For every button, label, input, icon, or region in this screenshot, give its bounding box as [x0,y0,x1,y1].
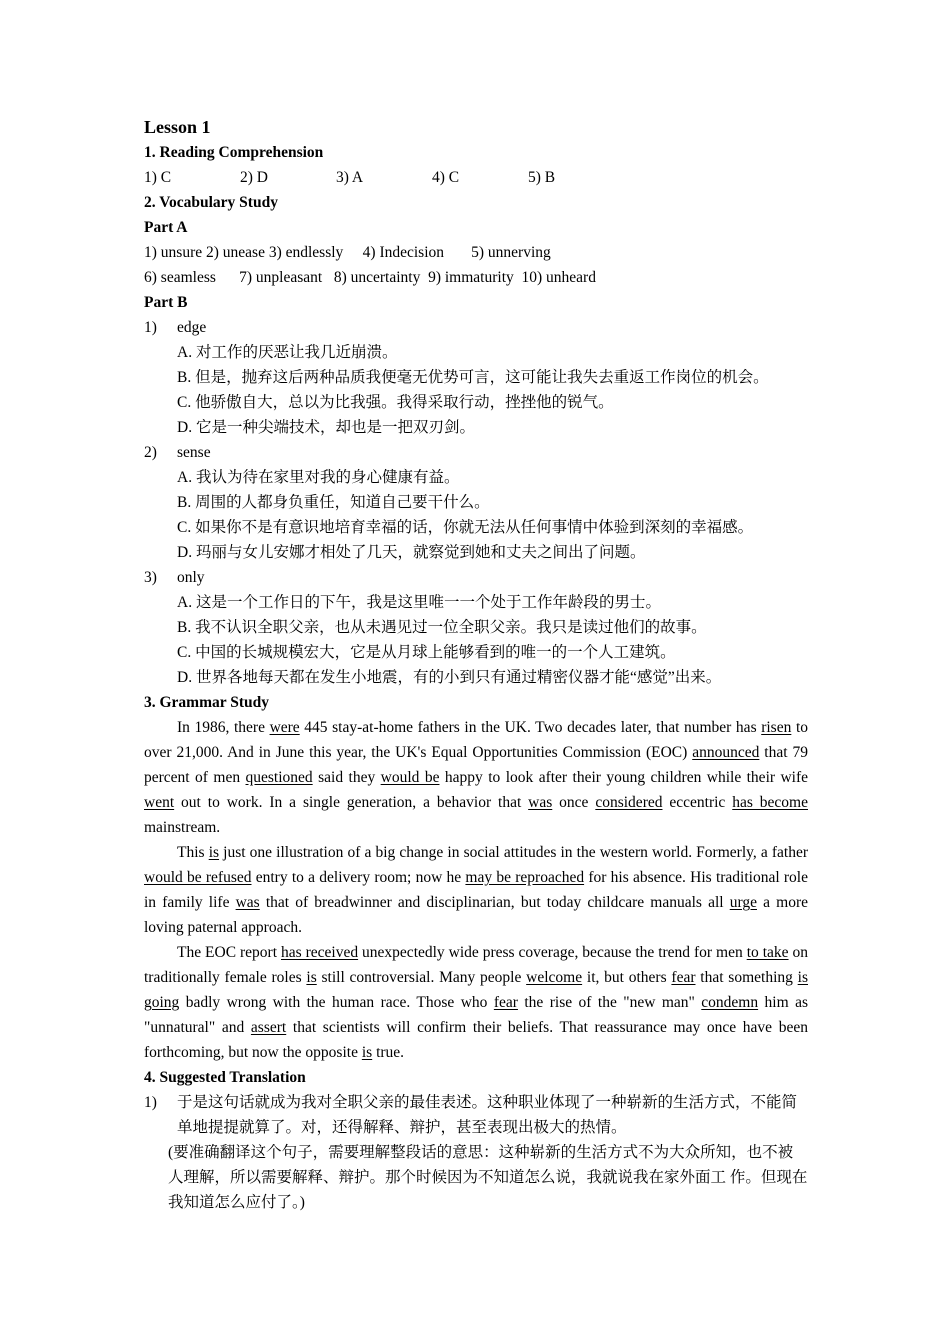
answer-item: 4) C [432,169,460,186]
answer-item: 2) D [240,169,268,186]
grammar-answer: is going [144,969,808,1011]
grammar-answer: has become [732,794,808,811]
part-b-item [144,440,808,565]
option-line: D. 世界各地每天都在发生小地震，有的小到只有通过精密仪器才能“感觉”出来。 [177,669,722,686]
part-b-item [144,565,808,690]
item-number: 3) [144,569,157,586]
grammar-answer: risen [761,719,792,736]
answer-item: 3) A [336,169,364,186]
option-line: C. 如果你不是有意识地培育幸福的话，你就无法从任何事情中体验到深刻的幸福感。 [177,519,754,536]
grammar-paragraph: This is just one illustration of a big change in social attitudes in the western world. Formerly, a father would be refused entry to a delivery room; now he may be reproached for his absence. His traditional role in family life was that of breadwinner and disciplinarian, but today childcare manuals all urge a more loving paternal approach. [144,844,808,936]
item-number: 1) [144,319,157,336]
translation-note: (要准确翻译这个句子，需要理解整段话的意思：这种崭新的生活方式不为大众所知，也不被人理解，所以需要解释、辩护。那个时候因为不知道怎么说，我就说我在家外面工 作。但现在我知道怎么应付了。) [168,1144,808,1211]
item-word: only [177,569,205,586]
option-line: B. 周围的人都身负重任，知道自己要干什么。 [177,494,490,511]
item-number: 2) [144,444,157,461]
grammar-answer: fear [493,994,518,1011]
grammar-answer: questioned [245,769,313,786]
option-line: C. 他骄傲自大，总以为比我强。我得采取行动，挫挫他的锐气。 [177,394,614,411]
lesson-title: Lesson 1 [144,117,211,137]
option-line: C. 中国的长城规模宏大，它是从月球上能够看到的唯一的一个人工建筑。 [177,644,676,661]
section-heading-vocabulary: 2. Vocabulary Study [144,194,278,211]
grammar-answer: is [306,969,317,986]
grammar-answer: has received [280,944,359,961]
grammar-paragraph: In 1986, there were 445 stay-at-home fathers in the UK. Two decades later, that number has risen to over 21,000. And in June this year, the UK's Equal Opportunities Commission (EOC) announced that 79 percent of men questioned said they would be happy to look after their young children while their wife went out to work. In a single generation, a behavior that was once considered eccentric has become mainstream. [144,719,809,836]
option-line: A. 对工作的厌恶让我几近崩溃。 [177,344,398,361]
grammar-answer: may be reproached [465,869,585,886]
reading-answers [144,165,808,190]
part-b-heading: Part B [144,294,188,311]
grammar-answer: is [361,1044,373,1061]
grammar-answer: condemn [701,994,759,1011]
item-number: 1) [144,1094,157,1111]
grammar-answer: fear [671,969,696,986]
grammar-answer: urge [729,894,757,911]
grammar-answer: assert [250,1019,287,1036]
translation-item [144,1090,808,1140]
grammar-answer: to take [746,944,789,961]
answer-item: 1) C [144,169,172,186]
part-a-heading: Part A [144,219,188,236]
grammar-answer: were [269,719,300,736]
answer-item: 5) B [528,169,556,186]
item-word: edge [177,319,207,336]
section-heading-translation: 4. Suggested Translation [144,1069,306,1086]
option-line: A. 这是一个工作日的下午，我是这里唯一一个处于工作年龄段的男士。 [177,594,661,611]
document-page [144,114,808,1215]
grammar-paragraph: The EOC report has received unexpectedly wide press coverage, because the trend for men to take on traditionally female roles is still controversial. Many people welcome it, but others fear that something is going badly wrong with the human race. Those who fear the rise of the "new man" condemn him as "unnatural" and assert that scientists will confirm their beliefs. That reassurance may once have been forthcoming, but now the opposite is true. [144,944,809,1061]
grammar-answer: is [208,844,220,861]
option-line: D. 玛丽与女儿安娜才相处了几天，就察觉到她和丈夫之间出了问题。 [177,544,646,561]
grammar-answer: considered [595,794,663,811]
section-heading-reading: 1. Reading Comprehension [144,144,324,161]
grammar-answer: was [528,794,553,811]
grammar-answer: went [144,794,175,811]
grammar-answer: announced [692,744,760,761]
grammar-answer: would be [380,769,440,786]
part-a-answers-line2: 6) seamless 7) unpleasant 8) uncertainty 9) immaturity 10) unheard [144,269,596,286]
part-a-answers-line1: 1) unsure 2) unease 3) endlessly 4) Indecision 5) unnerving [144,244,551,261]
option-line: A. 我认为待在家里对我的身心健康有益。 [177,469,460,486]
section-heading-grammar: 3. Grammar Study [144,694,270,711]
option-line: B. 但是，抛弃这后两种品质我便毫无优势可言，这可能让我失去重返工作岗位的机会。 [177,369,769,386]
item-word: sense [177,444,211,461]
grammar-answer: welcome [526,969,583,986]
part-b-item [144,315,808,440]
translation-text: 于是这句话就成为我对全职父亲的最佳表述。这种职业体现了一种崭新的生活方式，不能简单地提提就算了。对，还得解释、辩护，甚至表现出极大的热情。 [177,1094,798,1136]
option-line: B. 我不认识全职父亲，也从未遇见过一位全职父亲。我只是读过他们的故事。 [177,619,707,636]
grammar-answer: was [235,894,260,911]
option-line: D. 它是一种尖端技术，却也是一把双刃剑。 [177,419,475,436]
grammar-answer: would be refused [144,869,252,886]
